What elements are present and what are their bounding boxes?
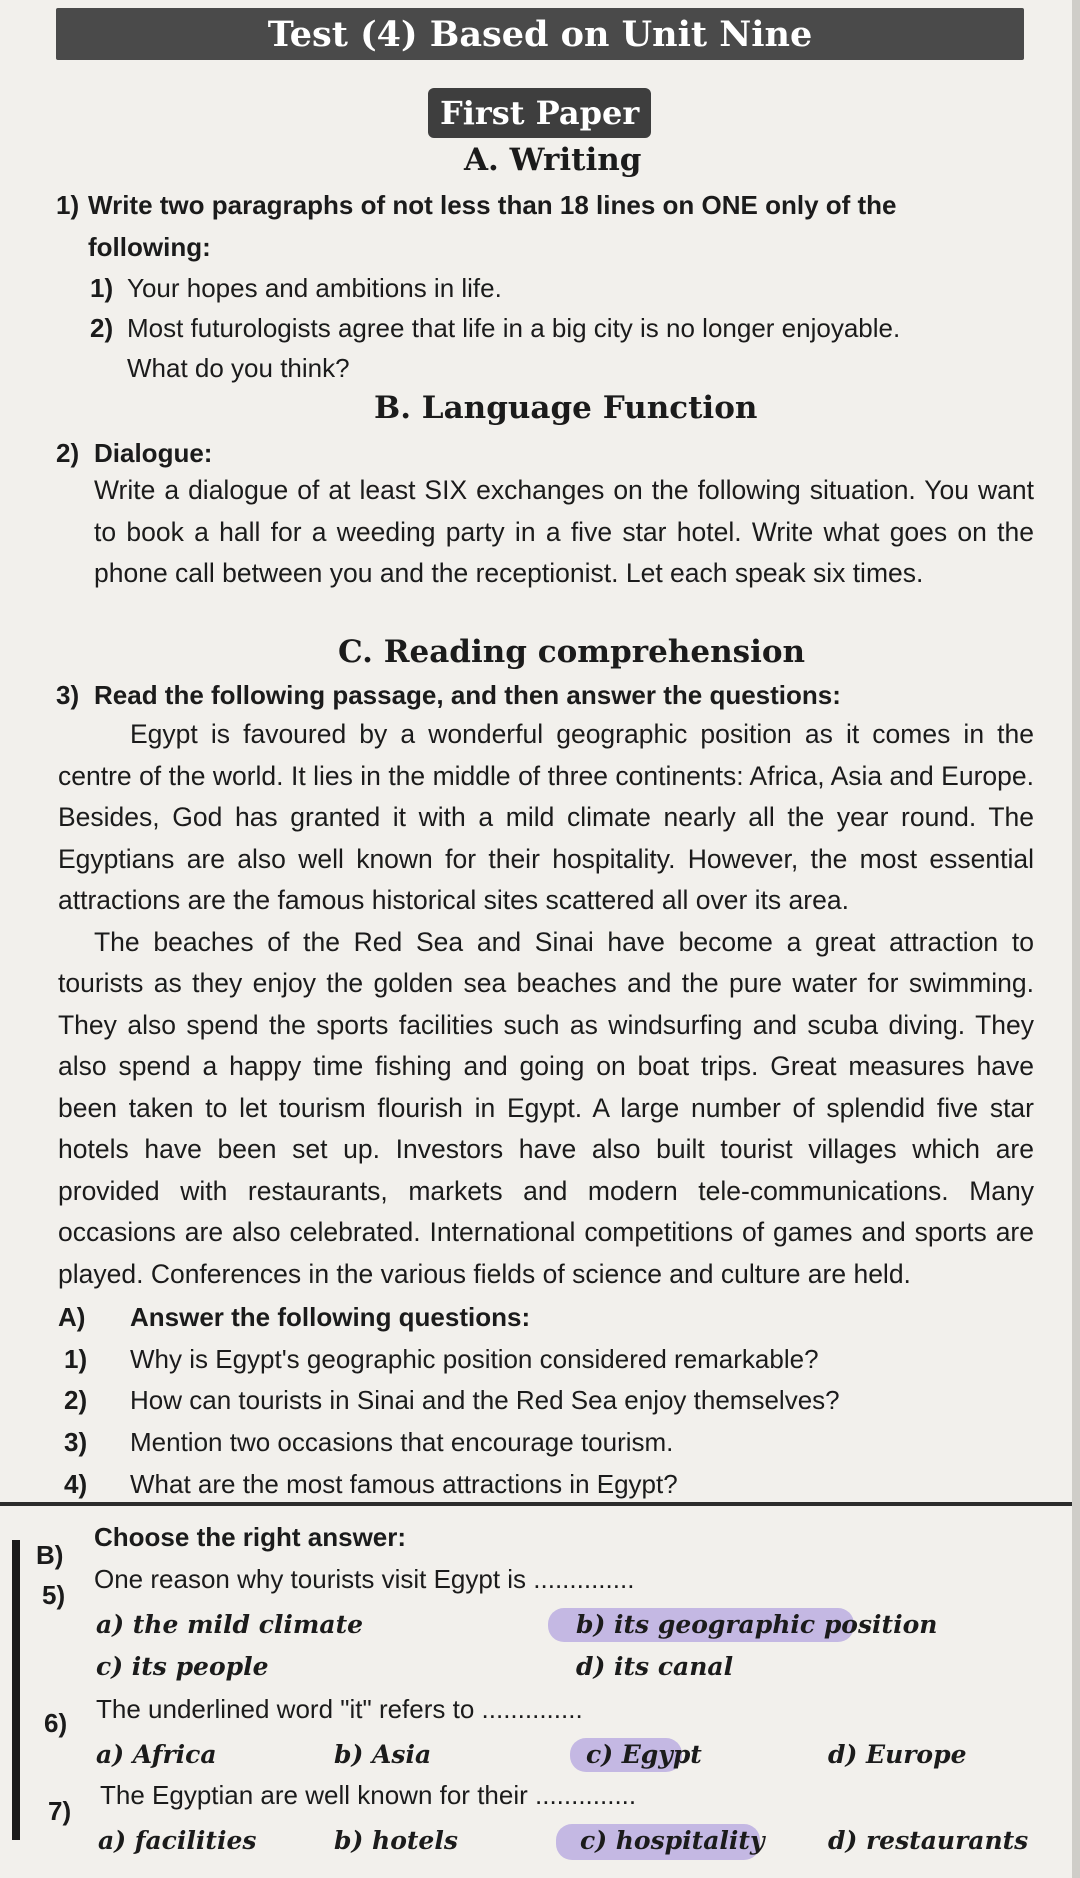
qa3-number: 3) xyxy=(64,1427,88,1457)
q2-number: 2) xyxy=(56,438,80,468)
topic2-line2: What do you think? xyxy=(127,353,350,383)
topic2-line1: Most futurologists agree that life in a big city is no longer enjoyable. xyxy=(127,313,901,343)
q7-option-d: d) restaurants xyxy=(828,1826,1029,1855)
partB-heading: Choose the right answer: xyxy=(94,1522,407,1552)
right-page-edge xyxy=(1072,0,1080,1878)
partA-heading: Answer the following questions: xyxy=(130,1302,531,1332)
qa4-number: 4) xyxy=(64,1469,88,1499)
q5-option-c: c) its people xyxy=(96,1652,269,1681)
passage-paragraph-2: The beaches of the Red Sea and Sinai have become a great attraction to tourists as they enjoy the golden sea beaches and the pure water for swimming. They also spend the sports facilities such as windsurfing and scuba diving. They also spend a happy time fishing and going on boat trips. Great measures have been taken to let tourism flourish in Egypt. A large number of splendid five star hotels have been set up. Investors have also built tourist villages which are provided with restaurants, markets and modern tele-communications. Many occasions are also celebrated. International competitions of games and sports are played. Conferences in the various fields of science and culture are held. xyxy=(58,926,1034,1289)
q6-text: The underlined word "it" refers to .............. xyxy=(96,1694,583,1724)
q7-option-a: a) facilities xyxy=(98,1826,257,1855)
q5-option-a: a) the mild climate xyxy=(96,1610,364,1639)
passage-paragraph-1: Egypt is favoured by a wonderful geographic position as it comes in the centre of the world. It lies in the middle of three continents: Africa, Asia and Europe. Besides, God has granted it with a mild climate nearly all the year round. The Egyptians are also well known for their hospitality. However, the most essential attractions are the famous historical sites scattered all over its area. xyxy=(58,719,1034,915)
q5-text: One reason why tourists visit Egypt is .............. xyxy=(94,1564,635,1594)
paper-label: First Paper xyxy=(428,88,651,138)
q7-number: 7) xyxy=(48,1796,72,1826)
reading-passage xyxy=(58,714,1034,1295)
left-edge-mark xyxy=(12,1540,20,1840)
topic1-number: 1) xyxy=(90,273,114,303)
partA-label: A) xyxy=(58,1302,86,1332)
q6-option-d: d) Europe xyxy=(828,1740,967,1769)
qa3-text: Mention two occasions that encourage tourism. xyxy=(130,1427,674,1457)
qa2-number: 2) xyxy=(64,1385,88,1415)
q1-instruction-line1: Write two paragraphs of not less than 18 lines on ONE only of the xyxy=(88,190,897,220)
partB-label: B) xyxy=(36,1540,64,1570)
q5-number: 5) xyxy=(42,1580,66,1610)
dialogue-text: Write a dialogue of at least SIX exchanges on the following situation. You want to book a hall for a weeding party in a five star hotel. Write what goes on the phone call between you and the receptionist. Let each speak six times. xyxy=(94,475,1034,588)
q7-text: The Egyptian are well known for their .............. xyxy=(100,1780,637,1810)
reading-heading: C. Reading comprehension xyxy=(338,634,806,670)
test-title: Test (4) Based on Unit Nine xyxy=(56,8,1024,60)
qa1-text: Why is Egypt's geographic position considered remarkable? xyxy=(130,1344,819,1374)
topic2-number: 2) xyxy=(90,313,114,343)
q6-option-c: c) Egypt xyxy=(586,1740,702,1769)
writing-heading: A. Writing xyxy=(464,142,642,178)
q1-instruction-line2: following: xyxy=(88,232,211,262)
q7-option-b: b) hotels xyxy=(334,1826,458,1855)
q1-number: 1) xyxy=(56,190,80,220)
qa4-text: What are the most famous attractions in Egypt? xyxy=(130,1469,678,1499)
q5-option-b: b) its geographic position xyxy=(576,1610,938,1639)
page-divider xyxy=(0,1502,1080,1506)
dialogue-label: Dialogue: xyxy=(94,438,213,468)
q3-number: 3) xyxy=(56,680,80,710)
language-heading: B. Language Function xyxy=(374,390,758,426)
topic1-text: Your hopes and ambitions in life. xyxy=(127,273,502,303)
q6-number: 6) xyxy=(44,1708,68,1738)
qa1-number: 1) xyxy=(64,1344,88,1374)
reading-instruction: Read the following passage, and then answer the questions: xyxy=(94,680,841,710)
qa2-text: How can tourists in Sinai and the Red Sea enjoy themselves? xyxy=(130,1385,840,1415)
q5-option-d: d) its canal xyxy=(576,1652,734,1681)
q6-option-b: b) Asia xyxy=(334,1740,432,1769)
q7-option-c: c) hospitality xyxy=(580,1826,765,1855)
q6-option-a: a) Africa xyxy=(96,1740,217,1769)
